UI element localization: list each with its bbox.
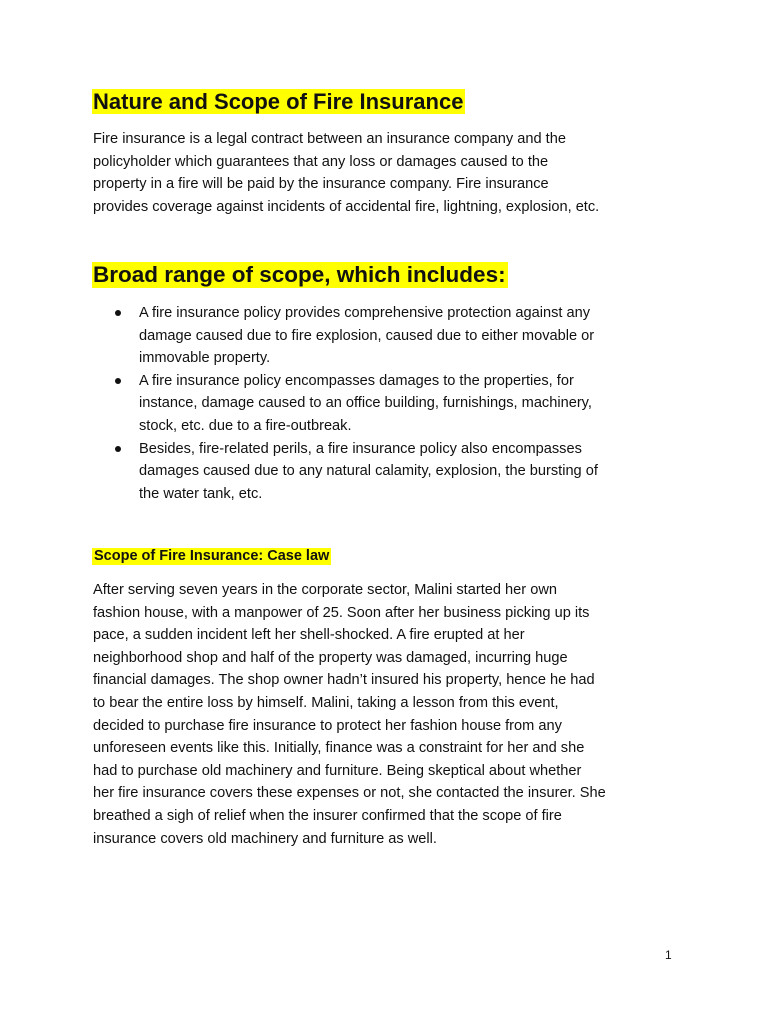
list-item-line: immovable property. (139, 350, 271, 367)
list-item-line: the water tank, etc. (139, 485, 263, 502)
list-item (112, 438, 692, 506)
list-item-line: instance, damage caused to an office building, furnishings, machinery, (139, 395, 592, 412)
scope-bullet-list (112, 302, 692, 505)
paragraph-line: fashion house, with a manpower of 25. Soon after her business picking up its (93, 604, 590, 621)
list-item-line: stock, etc. due to a fire-outbreak. (139, 417, 352, 434)
paragraph-line: pace, a sudden incident left her shell-shocked. A fire erupted at her (93, 627, 525, 644)
case-law-paragraph (93, 579, 683, 850)
paragraph-line: breathed a sigh of relief when the insurer confirmed that the scope of fire (93, 807, 562, 824)
intro-paragraph (93, 128, 683, 218)
paragraph-line: provides coverage against incidents of accidental fire, lightning, explosion, etc. (93, 198, 600, 215)
section-heading-case-law: Scope of Fire Insurance: Case law (94, 548, 330, 564)
list-item-line: A fire insurance policy provides comprehensive protection against any (139, 305, 591, 321)
list-item-line: A fire insurance policy encompasses damages to the properties, for (139, 372, 574, 389)
bullet-icon (115, 310, 121, 316)
paragraph-line: policyholder which guarantees that any loss or damages caused to the (93, 153, 549, 170)
list-item-line: damage caused due to fire explosion, caused due to either movable or (139, 327, 595, 344)
paragraph-line: unforeseen events like this. Initially, finance was a constraint for her and she (93, 740, 585, 757)
list-item-line: damages caused due to any natural calamity, explosion, the bursting of (139, 463, 598, 480)
paragraph-line: property in a fire will be paid by the insurance company. Fire insurance (93, 176, 549, 193)
paragraph-line: her fire insurance covers these expenses or not, she contacted the insurer. She (93, 785, 606, 802)
paragraph-line: insurance covers old machinery and furniture as well. (93, 830, 437, 847)
paragraph-line: Fire insurance is a legal contract between an insurance company and the (93, 131, 566, 147)
bullet-icon (115, 378, 121, 384)
paragraph-line: financial damages. The shop owner hadn’t insured his property, hence he had (93, 672, 595, 689)
paragraph-line: decided to purchase fire insurance to protect her fashion house from any (93, 717, 562, 734)
list-item-line: Besides, fire-related perils, a fire insurance policy also encompasses (139, 440, 582, 457)
list-item (112, 370, 692, 438)
list-item (112, 302, 692, 370)
section-heading-nature-and-scope: Nature and Scope of Fire Insurance (93, 89, 464, 114)
paragraph-line: neighborhood shop and half of the property was damaged, incurring huge (93, 649, 568, 666)
bullet-icon (115, 446, 121, 452)
paragraph-line: After serving seven years in the corporate sector, Malini started her own (93, 582, 557, 598)
page-number: 1 (665, 948, 672, 962)
paragraph-line: had to purchase old machinery and furniture. Being skeptical about whether (93, 762, 582, 779)
paragraph-line: to bear the entire loss by himself. Malini, taking a lesson from this event, (93, 694, 559, 711)
section-heading-broad-range: Broad range of scope, which includes: (93, 262, 506, 287)
